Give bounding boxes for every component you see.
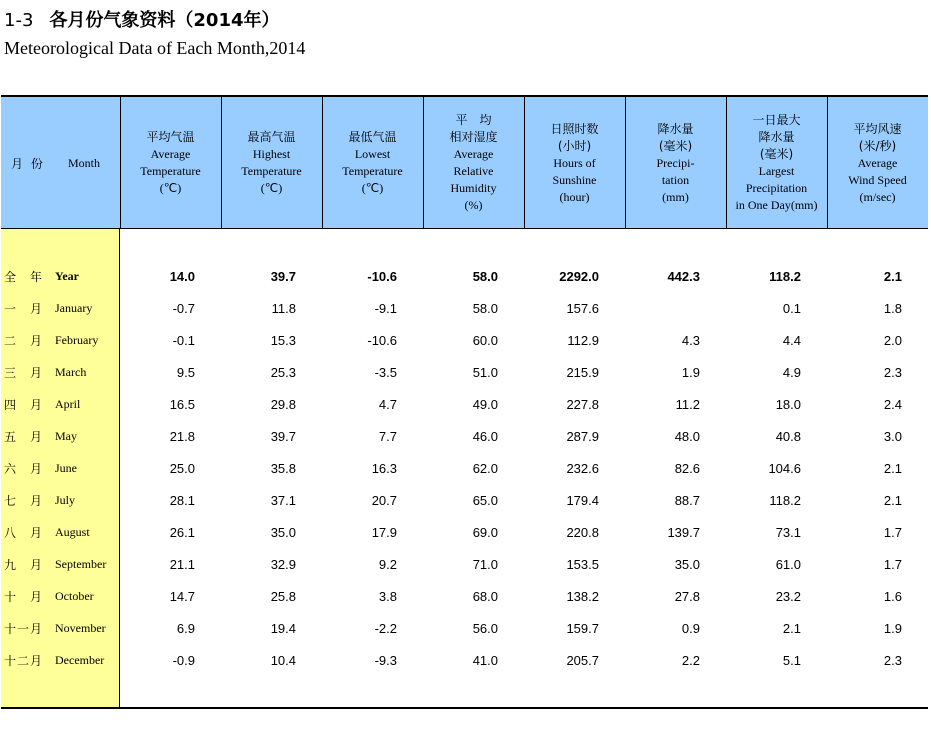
- table-cell: 205.7: [566, 653, 599, 668]
- table-cell: 60.0: [472, 333, 498, 348]
- table-cell: 48.0: [674, 429, 700, 444]
- table-cell: 35.8: [270, 461, 296, 476]
- table-cell: 2.1: [883, 493, 902, 508]
- month-label-en: February: [55, 333, 99, 347]
- table-cell: 104.6: [768, 461, 801, 476]
- table-cell: 49.0: [472, 397, 498, 412]
- table-cell: -10.6: [367, 269, 397, 284]
- month-label-cn: 六 月: [4, 462, 44, 476]
- column-header-en: Hours of: [553, 155, 596, 170]
- table-row: [0, 421, 931, 453]
- table-cell: 29.8: [270, 397, 296, 412]
- column-header-en: Humidity: [450, 181, 497, 195]
- table-cell: 32.9: [270, 557, 296, 572]
- table-cell: 71.0: [472, 557, 498, 572]
- table-cell: 5.1: [782, 653, 801, 668]
- month-label-cn: 一 月: [4, 302, 44, 316]
- month-label-cn: 二 月: [4, 334, 44, 348]
- table-cell: 4.9: [782, 365, 801, 380]
- month-label-en: March: [55, 365, 87, 379]
- table-cell: 69.0: [472, 525, 498, 540]
- table-cell: 4.4: [782, 333, 801, 348]
- header-column-divider: [827, 97, 828, 229]
- table-cell: 1.6: [883, 589, 902, 604]
- table-row-year-total: [0, 261, 931, 293]
- column-header: [221, 97, 322, 229]
- table-cell: 14.7: [169, 589, 195, 604]
- month-label-cn: 七 月: [4, 494, 44, 508]
- page-title-cn: [4, 6, 280, 32]
- month-label-cn: 九 月: [4, 558, 44, 572]
- table-cell: 68.0: [472, 589, 498, 604]
- table-cell: 3.8: [378, 589, 397, 604]
- table-cell: 153.5: [566, 557, 599, 572]
- column-header-cn: 日照时数: [550, 121, 599, 136]
- table-cell: 118.2: [769, 269, 801, 284]
- column-header-en: (℃): [260, 181, 283, 195]
- column-header-en: (m/sec): [859, 189, 896, 204]
- column-header-en: (hour): [559, 189, 590, 204]
- column-header-en: in One Day(mm): [735, 198, 818, 212]
- column-header-cn: (小时): [557, 138, 592, 153]
- table-cell: 4.7: [378, 397, 397, 412]
- column-header-en: Average: [453, 147, 494, 161]
- month-label-en: December: [55, 653, 105, 667]
- table-cell: 25.8: [270, 589, 296, 604]
- month-label-en: Year: [55, 269, 79, 283]
- table-cell: 1.9: [883, 621, 902, 636]
- table-cell: 25.3: [270, 365, 296, 380]
- table-cell: 19.4: [270, 621, 296, 636]
- column-header: [322, 97, 423, 229]
- table-cell: 227.8: [566, 397, 599, 412]
- month-header-cn: 月 份: [11, 156, 45, 171]
- table-cell: 41.0: [472, 653, 498, 668]
- header-column-divider: [524, 97, 525, 229]
- column-header-cn: 平 均: [455, 113, 492, 127]
- table-cell: 157.6: [566, 301, 599, 316]
- column-header: [524, 97, 625, 229]
- table-cell: 138.2: [566, 589, 599, 604]
- column-header-en: (mm): [662, 189, 689, 204]
- table-cell: 1.8: [883, 301, 902, 316]
- table-cell: 51.0: [472, 365, 498, 380]
- month-label-en: April: [55, 397, 81, 411]
- column-header-en: Wind Speed: [848, 172, 907, 187]
- table-cell: 65.0: [472, 493, 498, 508]
- table-cell: 159.7: [566, 621, 599, 636]
- month-column-header: [1, 97, 120, 229]
- title-cn-text: 各月份气象资料（2014年）: [49, 10, 280, 31]
- column-header-en: Average: [857, 155, 898, 170]
- month-label-en: May: [55, 429, 77, 443]
- column-header-en: Temperature: [140, 164, 201, 178]
- table-cell: 2292.0: [559, 269, 599, 284]
- table-cell: 21.1: [169, 557, 195, 572]
- column-header-en: tation: [661, 172, 690, 187]
- table-cell: -0.1: [172, 333, 195, 348]
- header-column-divider: [423, 97, 424, 229]
- table-cell: 35.0: [270, 525, 296, 540]
- table-cell: 6.9: [176, 621, 195, 636]
- table-cell: 39.7: [270, 269, 296, 284]
- table-cell: 215.9: [566, 365, 599, 380]
- month-label-en: September: [55, 557, 107, 571]
- table-number: 1-3: [4, 10, 34, 31]
- month-label-en: July: [55, 493, 76, 507]
- month-label-en: November: [55, 621, 106, 635]
- column-header-en: Relative: [453, 164, 494, 178]
- table-cell: 16.5: [169, 397, 195, 412]
- table-cell: 2.3: [883, 653, 902, 668]
- table-cell: 1.7: [883, 557, 902, 572]
- table-cell: 118.2: [769, 493, 801, 508]
- column-header-cn: 降水量: [657, 121, 694, 136]
- table-cell: 14.0: [169, 269, 195, 284]
- table-cell: 112.9: [567, 333, 599, 348]
- month-label-cn: 八 月: [4, 526, 44, 540]
- month-label-cn: 十二月: [4, 654, 44, 668]
- table-cell: 39.7: [270, 429, 296, 444]
- month-label-cn: 十 月: [4, 590, 44, 604]
- header-column-divider: [221, 97, 222, 229]
- month-label-en: August: [55, 525, 90, 539]
- column-header: [726, 97, 827, 229]
- table-row: [0, 645, 931, 677]
- table-cell: 35.0: [674, 557, 700, 572]
- table-cell: 3.0: [883, 429, 902, 444]
- column-header-en: Highest: [252, 147, 291, 161]
- table-cell: 28.1: [169, 493, 195, 508]
- month-label-cn: 十一月: [4, 622, 44, 636]
- table-cell: -0.9: [172, 653, 195, 668]
- table-cell: 17.9: [371, 525, 397, 540]
- month-label-en: January: [55, 301, 93, 315]
- table-cell: 0.1: [782, 301, 801, 316]
- table-row: [0, 613, 931, 645]
- table-cell: 25.0: [169, 461, 195, 476]
- column-header-cn: 相对湿度: [449, 130, 498, 144]
- column-header-cn: 一日最大: [752, 113, 801, 127]
- table-cell: 2.3: [883, 365, 902, 380]
- table-cell: 220.8: [566, 525, 599, 540]
- month-label-cn: 全 年: [4, 270, 44, 284]
- column-header-cn: 平均气温: [146, 130, 195, 144]
- table-cell: 2.4: [883, 397, 902, 412]
- header-column-divider: [120, 97, 121, 229]
- table-cell: 37.1: [270, 493, 296, 508]
- table-cell: 88.7: [674, 493, 700, 508]
- table-bottom-rule: [1, 707, 928, 709]
- column-header: [827, 97, 928, 229]
- table-row: [0, 325, 931, 357]
- table-row: [0, 293, 931, 325]
- table-cell: 56.0: [472, 621, 498, 636]
- table-cell: 18.0: [775, 397, 801, 412]
- table-row: [0, 485, 931, 517]
- table-cell: 4.3: [681, 333, 700, 348]
- table-cell: 46.0: [472, 429, 498, 444]
- month-header-en: Month: [68, 155, 101, 170]
- table-cell: -0.7: [172, 301, 195, 316]
- column-header-en: Precipitation: [745, 181, 808, 195]
- table-cell: 287.9: [566, 429, 599, 444]
- table-cell: 21.8: [169, 429, 195, 444]
- table-cell: -9.3: [374, 653, 397, 668]
- table-cell: -3.5: [374, 365, 397, 380]
- month-label-cn: 四 月: [4, 398, 44, 412]
- column-header-cn: (米/秒): [858, 138, 897, 153]
- table-cell: 27.8: [674, 589, 700, 604]
- table-cell: 16.3: [371, 461, 397, 476]
- table-cell: 1.7: [883, 525, 902, 540]
- table-cell: -2.2: [374, 621, 397, 636]
- column-header-cn: 平均风速: [853, 121, 902, 136]
- table-row: [0, 517, 931, 549]
- table-cell: 40.8: [775, 429, 801, 444]
- table-row: [0, 549, 931, 581]
- column-header-cn: 最高气温: [247, 130, 296, 144]
- column-header-en: Sunshine: [552, 172, 597, 187]
- table-cell: 139.7: [667, 525, 700, 540]
- table-cell: 61.0: [775, 557, 801, 572]
- table-cell: 58.0: [472, 269, 498, 284]
- month-label-cn: 五 月: [4, 430, 44, 444]
- table-cell: 2.0: [883, 333, 902, 348]
- month-label-cn: 三 月: [4, 366, 44, 380]
- column-header-cn: (毫米): [658, 138, 693, 153]
- table-row: [0, 581, 931, 613]
- table-cell: 442.3: [667, 269, 700, 284]
- column-header-en: Temperature: [342, 164, 403, 178]
- table-cell: 23.2: [775, 589, 801, 604]
- table-cell: 58.0: [472, 301, 498, 316]
- table-cell: 62.0: [472, 461, 498, 476]
- column-header-en: (℃): [361, 181, 384, 195]
- table-cell: 2.1: [883, 461, 902, 476]
- column-header-cn: 降水量: [758, 130, 795, 144]
- column-header-en: (℃): [159, 181, 182, 195]
- table-cell: 15.3: [270, 333, 296, 348]
- table-cell: 9.2: [378, 557, 397, 572]
- column-header-en: Precipi-: [656, 155, 695, 170]
- table-cell: -9.1: [374, 301, 397, 316]
- table-row: [0, 453, 931, 485]
- table-cell: 1.9: [681, 365, 700, 380]
- column-header: [120, 97, 221, 229]
- column-header: [423, 97, 524, 229]
- column-header-en: Largest: [758, 164, 795, 178]
- table-cell: 26.1: [169, 525, 195, 540]
- header-column-divider: [625, 97, 626, 229]
- column-header-en: (%): [464, 198, 483, 212]
- page-title-en: Meteorological Data of Each Month,2014: [4, 38, 306, 58]
- column-header-en: Lowest: [354, 147, 391, 161]
- table-cell: 179.4: [566, 493, 599, 508]
- table-cell: -10.6: [367, 333, 397, 348]
- table-cell: 0.9: [681, 621, 700, 636]
- month-label-en: October: [55, 589, 94, 603]
- column-header: [625, 97, 726, 229]
- table-cell: 10.4: [270, 653, 296, 668]
- table-cell: 2.2: [681, 653, 700, 668]
- table-cell: 2.1: [883, 269, 902, 284]
- table-row: [0, 357, 931, 389]
- table-cell: 2.1: [782, 621, 801, 636]
- table-row: [0, 389, 931, 421]
- table-cell: 11.8: [271, 301, 296, 316]
- column-header-en: Average: [150, 147, 191, 161]
- table-cell: 232.6: [566, 461, 599, 476]
- column-header-cn: 最低气温: [348, 130, 397, 144]
- header-column-divider: [322, 97, 323, 229]
- table-cell: 82.6: [674, 461, 700, 476]
- header-column-divider: [726, 97, 727, 229]
- table-cell: 20.7: [371, 493, 397, 508]
- column-header-cn: (毫米): [759, 147, 794, 161]
- table-cell: 11.2: [675, 397, 700, 412]
- month-label-en: June: [55, 461, 77, 475]
- table-top-rule: [1, 95, 928, 97]
- column-header-en: Temperature: [241, 164, 302, 178]
- table-cell: 9.5: [176, 365, 195, 380]
- table-cell: 7.7: [378, 429, 397, 444]
- table-cell: 73.1: [775, 525, 801, 540]
- table-body: [0, 261, 931, 677]
